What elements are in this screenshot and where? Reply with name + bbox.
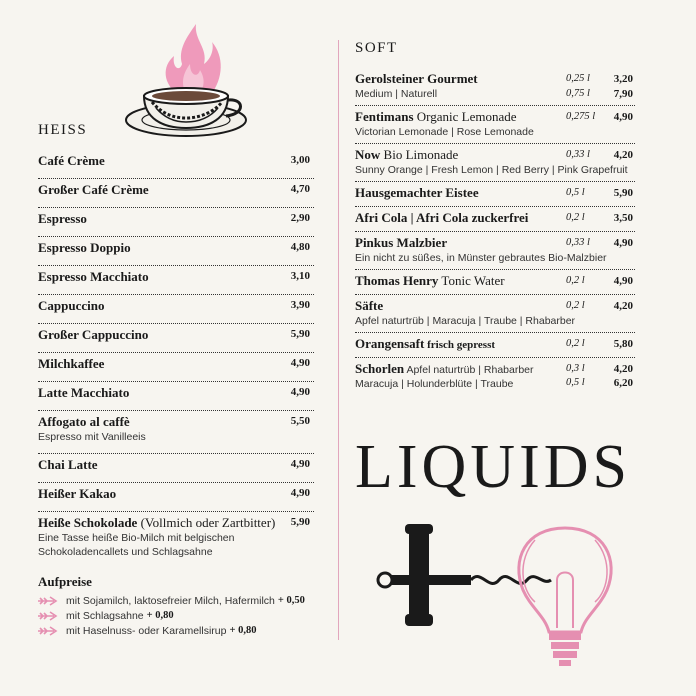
item-description: Victorian Lemonade | Rose Lemonade bbox=[355, 126, 534, 138]
item-price: 4,90 bbox=[613, 111, 633, 123]
menu-item: Heißer Kakao 4,90 bbox=[38, 483, 314, 512]
item-price: 4,70 bbox=[290, 183, 310, 195]
soft-drinks-list bbox=[355, 68, 635, 395]
item-price: 3,10 bbox=[290, 270, 310, 282]
item-description: Maracuja | Holunderblüte | Traube bbox=[355, 378, 514, 390]
item-price: 4,90 bbox=[290, 386, 310, 398]
item-description: Eine Tasse heiße Bio-Milch mit belgischen Schokoladencallets und Schlagsahne bbox=[38, 532, 235, 558]
arrow-icon bbox=[38, 596, 60, 606]
menu-item: Chai Latte 4,90 bbox=[38, 454, 314, 483]
item-volume: 0,2 l bbox=[566, 300, 585, 311]
menu-item: Gerolsteiner Gourmet Medium | Naturell 0,25 l 0,75 l 3,20 7,90 bbox=[355, 68, 635, 106]
item-volume: 0,3 l bbox=[566, 363, 585, 374]
arrow-icon bbox=[38, 626, 60, 636]
item-price: 4,20 bbox=[613, 300, 633, 312]
section-title-soft: SOFT bbox=[355, 40, 398, 56]
item-price: 5,90 bbox=[613, 187, 633, 199]
item-volume: 0,33 l bbox=[566, 237, 590, 248]
item-price: 3,90 bbox=[290, 299, 310, 311]
item-description: Espresso mit Vanilleeis bbox=[38, 431, 146, 443]
item-price: 2,90 bbox=[290, 212, 310, 224]
item-price: 3,50 bbox=[613, 212, 633, 224]
item-price: 4,90 bbox=[613, 275, 633, 287]
menu-item: Cappuccino 3,90 bbox=[38, 295, 314, 324]
item-price: 4,90 bbox=[290, 357, 310, 369]
surcharge-row: mit Sojamilch, laktosefreier Milch, Hafermilch + 0,50 bbox=[38, 593, 338, 608]
hot-drinks-list bbox=[38, 150, 314, 568]
menu-item: Afri Cola | Afri Cola zuckerfrei 0,2 l 3,50 bbox=[355, 207, 635, 232]
surcharge-row: mit Haselnuss- oder Karamellsirup + 0,80 bbox=[38, 623, 338, 638]
menu-item: Affogato al caffè Espresso mit Vanilleeis 5,50 bbox=[38, 411, 314, 454]
item-price: 7,90 bbox=[613, 88, 633, 100]
item-price: 4,80 bbox=[290, 241, 310, 253]
surcharges-title: Aufpreise bbox=[38, 574, 92, 589]
coffee-cup-flame-icon bbox=[122, 18, 252, 142]
menu-item: Hausgemachter Eistee 0,5 l 5,90 bbox=[355, 182, 635, 207]
menu-item: Thomas Henry Tonic Water 0,2 l 4,90 bbox=[355, 270, 635, 295]
menu-item: Espresso 2,90 bbox=[38, 208, 314, 237]
item-price: 3,00 bbox=[290, 154, 310, 166]
column-divider bbox=[338, 40, 339, 640]
menu-item: Großer Cappuccino 5,90 bbox=[38, 324, 314, 353]
item-volume: 0,33 l bbox=[566, 149, 590, 160]
item-price: 4,90 bbox=[613, 237, 633, 249]
item-volume: 0,2 l bbox=[566, 275, 585, 286]
menu-item: Espresso Macchiato 3,10 bbox=[38, 266, 314, 295]
item-price: 5,90 bbox=[290, 328, 310, 340]
menu-item: Großer Café Crème 4,70 bbox=[38, 179, 314, 208]
item-volume: 0,25 l bbox=[566, 73, 590, 84]
item-description: Medium | Naturell bbox=[355, 88, 438, 100]
item-volume: 0,5 l bbox=[566, 187, 585, 198]
menu-item: Latte Macchiato 4,90 bbox=[38, 382, 314, 411]
item-price: 4,90 bbox=[290, 458, 310, 470]
menu-item: Espresso Doppio 4,80 bbox=[38, 237, 314, 266]
light-bulb-icon bbox=[505, 520, 625, 670]
arrow-icon bbox=[38, 611, 60, 621]
menu-item: Heiße Schokolade (Vollmich oder Zartbitter) Eine Tasse heiße Bio-Milch mit belgischen Schokoladencallets und Schlagsahne 5,90 bbox=[38, 515, 310, 558]
item-price: 5,50 bbox=[290, 415, 310, 427]
item-price: 5,80 bbox=[613, 338, 633, 350]
menu-item: Café Crème 3,00 bbox=[38, 150, 314, 179]
menu-item: Pinkus Malzbier Ein nicht zu süßes, in Münster gebrautes Bio-Malzbier 0,33 l 4,90 bbox=[355, 232, 635, 270]
item-volume: 0,75 l bbox=[566, 88, 590, 99]
menu-item: Now Bio Limonade Sunny Orange | Fresh Lemon | Red Berry | Pink Grapefruit 0,33 l 4,20 bbox=[355, 144, 635, 182]
section-title-heiss: HEISS bbox=[38, 122, 88, 138]
item-price: 4,20 bbox=[613, 149, 633, 161]
item-volume: 0,275 l bbox=[566, 111, 596, 122]
item-volume: 0,2 l bbox=[566, 338, 585, 349]
headline-liquids: LIQUIDS bbox=[355, 433, 631, 501]
item-price: 3,20 bbox=[613, 73, 633, 85]
item-description: Sunny Orange | Fresh Lemon | Red Berry | Pink Grapefruit bbox=[355, 164, 628, 176]
menu-item: Schorlen Apfel naturtrüb | Rhabarber Maracuja | Holunderblüte | Traube 0,3 l 0,5 l 4,20 6,20 bbox=[355, 361, 633, 390]
menu-item: Milchkaffee 4,90 bbox=[38, 353, 314, 382]
item-volume: 0,2 l bbox=[566, 212, 585, 223]
menu-item: Orangensaft frisch gepresst 0,2 l 5,80 bbox=[355, 333, 635, 358]
item-description: Ein nicht zu süßes, in Münster gebrautes Bio-Malzbier bbox=[355, 252, 607, 264]
item-price: 6,20 bbox=[613, 377, 633, 389]
surcharges bbox=[38, 574, 338, 638]
menu-item: Fentimans Organic Lemonade Victorian Lemonade | Rose Lemonade 0,275 l 4,90 bbox=[355, 106, 635, 144]
surcharge-row: mit Schlagsahne + 0,80 bbox=[38, 608, 338, 623]
item-price: 4,90 bbox=[290, 487, 310, 499]
item-description: Apfel naturtrüb | Maracuja | Traube | Rhabarber bbox=[355, 315, 576, 327]
menu-item: Säfte Apfel naturtrüb | Maracuja | Traube | Rhabarber 0,2 l 4,20 bbox=[355, 295, 635, 333]
item-volume: 0,5 l bbox=[566, 377, 585, 388]
item-price: 4,20 bbox=[613, 363, 633, 375]
item-price: 5,90 bbox=[290, 516, 310, 528]
